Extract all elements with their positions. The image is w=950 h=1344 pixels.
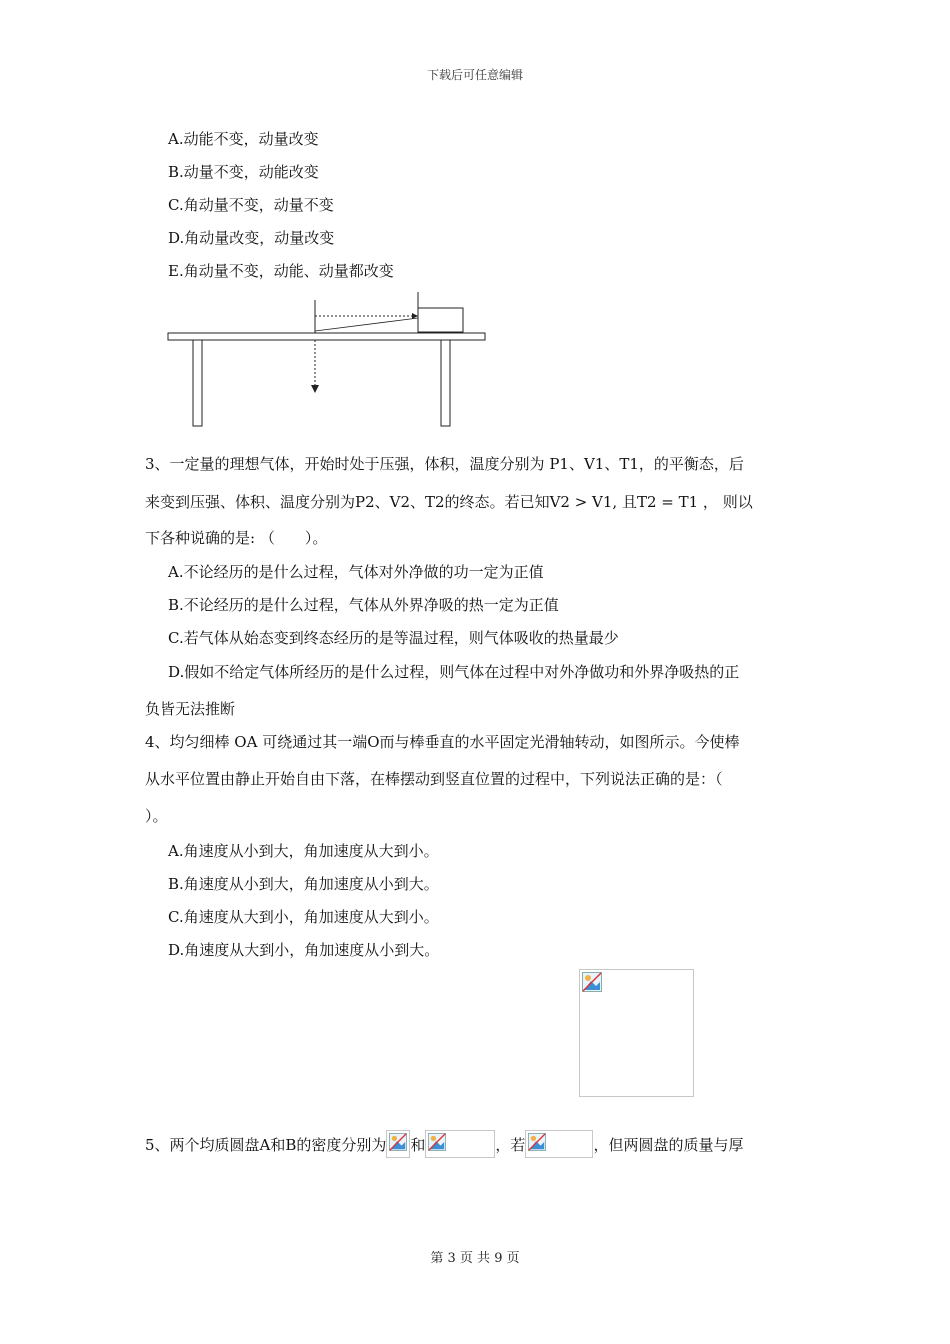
q5-line xyxy=(145,1130,743,1158)
q3-option-a: A.不论经历的是什么过程，气体对外净做的功一定为正值 xyxy=(168,563,544,581)
broken-image-icon xyxy=(528,1133,546,1151)
table-diagram xyxy=(160,288,495,430)
q4-line-1: 4、均匀细棒 OA 可绕通过其一端O而与棒垂直的水平固定光滑轴转动，如图所示。今使棒 xyxy=(145,733,740,751)
q3-option-c: C.若气体从始态变到终态经历的是等温过程，则气体吸收的热量最少 xyxy=(168,629,619,647)
q2-option-d: D.角动量改变，动量改变 xyxy=(168,229,335,247)
arrow-head-down xyxy=(311,385,319,393)
q5-text-2: ，但两圆盘的质量与厚 xyxy=(593,1135,744,1154)
q4-option-c: C.角速度从大到小，角加速度从大到小。 xyxy=(168,908,439,926)
formula-image-condition xyxy=(525,1130,593,1158)
q2-option-a: A.动能不变，动量改变 xyxy=(168,130,319,148)
q2-option-c: C.角动量不变，动量不变 xyxy=(168,196,334,214)
q4-line-2: 从水平位置由静止开始自由下落，在棒摆动到竖直位置的过程中，下列说法正确的是：（ xyxy=(145,770,723,788)
q5-text-1: 5、两个均质圆盘A和B的密度分别为 xyxy=(145,1135,387,1154)
table-top xyxy=(168,333,485,340)
page-footer: 第 3 页 共 9 页 xyxy=(430,1251,520,1266)
table-leg-right xyxy=(441,340,450,426)
q5-text-if: ，若 xyxy=(495,1135,526,1154)
q4-option-d: D.角速度从大到小，角加速度从小到大。 xyxy=(168,941,440,959)
q3-option-d: D.假如不给定气体所经历的是什么过程，则气体在过程中对外净做功和外界净吸热的正 xyxy=(168,663,740,681)
q4-option-a: A.角速度从小到大，角加速度从大到小。 xyxy=(168,842,439,860)
q4-line-3: ）。 xyxy=(145,807,168,825)
q2-option-e: E.角动量不变，动能、动量都改变 xyxy=(168,262,394,280)
q3-line-3: 下各种说确的是: （ ）。 xyxy=(145,529,328,547)
broken-image-icon xyxy=(428,1133,446,1151)
string-line xyxy=(315,318,418,331)
q3-line-2: 来变到压强、体积、温度分别为P2、V2、T2的终态。若已知V2 > V1, 且T2 = T1 ， 则以 xyxy=(145,493,753,511)
q4-option-b: B.角速度从小到大，角加速度从小到大。 xyxy=(168,875,439,893)
q3-continuation: 负皆无法推断 xyxy=(145,700,236,718)
q2-option-b: B.动量不变，动能改变 xyxy=(168,163,319,181)
broken-image-icon xyxy=(389,1133,407,1151)
block xyxy=(418,308,463,332)
q3-option-b: B.不论经历的是什么过程，气体从外界净吸的热一定为正值 xyxy=(168,596,559,614)
formula-image-rho-b xyxy=(425,1130,495,1158)
page-header: 下载后可任意编辑 xyxy=(426,68,523,82)
formula-image-rho-a xyxy=(386,1130,410,1158)
table-leg-left xyxy=(193,340,202,426)
q3-line-1: 3、一定量的理想气体，开始时处于压强，体积，温度分别为 P1、V1、T1，的平衡态，后 xyxy=(145,455,744,473)
broken-image-icon xyxy=(582,972,602,992)
q4-figure-placeholder xyxy=(579,969,694,1097)
q5-text-and: 和 xyxy=(410,1135,426,1154)
